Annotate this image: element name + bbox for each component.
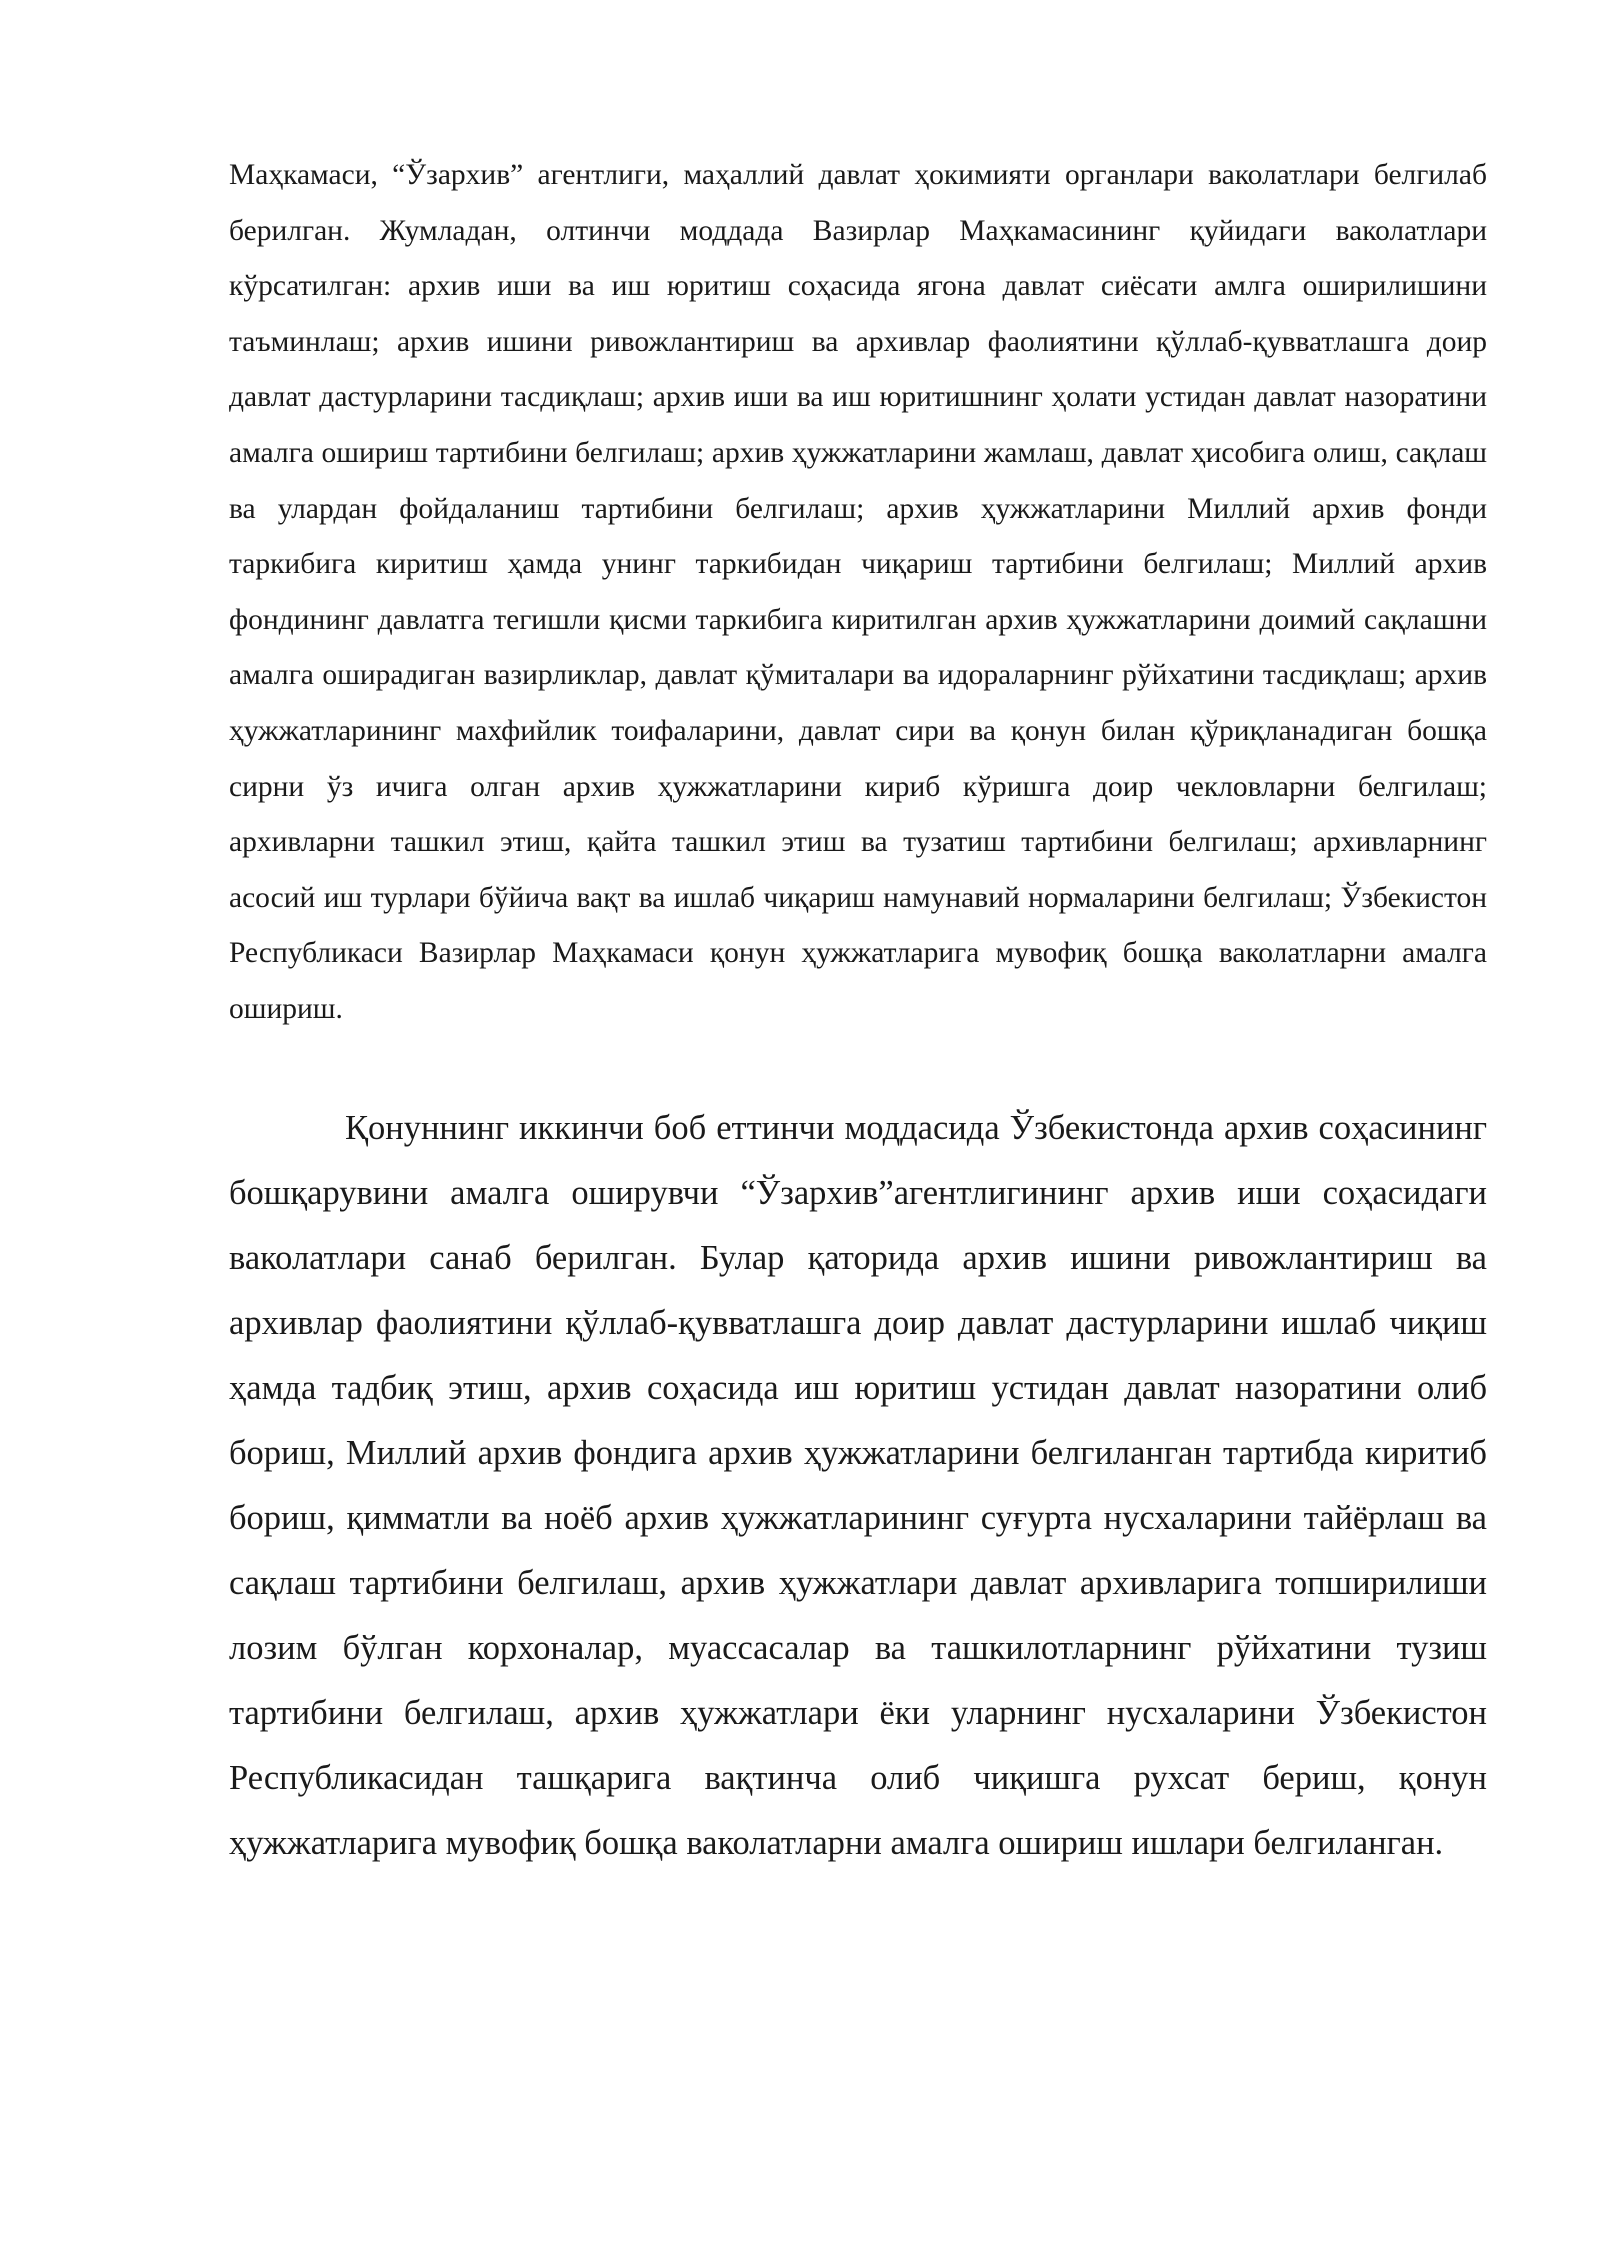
paragraph-agency-powers: Қонуннинг иккинчи боб еттинчи моддасида Ўзбекистонда архив соҳасининг бошқарувини амалга оширувчи “Ўзархив”агентлигининг архив иши соҳасидаги ваколатлари санаб берилган. Булар қаторида архив ишини ривожлантириш ва архивлар фаолиятини қўллаб-қувватлашга доир давлат дастурларини ишлаб чиқиш ҳамда тадбиқ этиш, архив соҳасида иш юритиш устидан давлат назоратини олиб бориш, Миллий архив фондига архив ҳужжатларини белгиланган тартибда киритиб бориш, қимматли ва ноёб архив ҳужжатларининг суғурта нусхаларини тайёрлаш ва сақлаш тартибини белгилаш, архив ҳужжатлари давлат архивларига топширилиши лозим бўлган корхоналар, муассасалар ва ташкилотларнинг рўйхатини тузиш тартибини белгилаш, архив ҳужжатлари ёки уларнинг нусхаларини Ўзбекистон Республикасидан ташқарига вақтинча олиб чиқишга рухсат бериш, қонун ҳужжатларига мувофиқ бошқа ваколатларни амалга ошириш ишлари белгиланган. xyxy=(229,1109,1487,1862)
paragraph-cabinet-powers: Маҳкамаси, “Ўзархив” агентлиги, маҳаллий давлат ҳокимияти органлари ваколатлари белгилаб берилган. Жумладан, олтинчи моддада Вазирлар Маҳкамасининг қуйидаги ваколатлари кўрсатилган: архив иши ва иш юритиш соҳасида ягона давлат сиёсати амлга оширилишини таъминлаш; архив ишини ривожлантириш ва архивлар фаолиятини қўллаб-қувватлашга доир давлат дастурларини тасдиқлаш; архив иши ва иш юритишнинг ҳолати устидан давлат назоратини амалга ошириш тартибини белгилаш; архив ҳужжатларини жамлаш, давлат ҳисобига олиш, сақлаш ва улардан фойдаланиш тартибини белгилаш; архив ҳужжатларини Миллий архив фонди таркибига киритиш ҳамда унинг таркибидан чиқариш тартибини белгилаш; Миллий архив фондининг давлатга тегишли қисми таркибига киритилган архив ҳужжатларини доимий сақлашни амалга оширадиган вазирликлар, давлат қўмиталари ва идораларнинг рўйхатини тасдиқлаш; архив ҳужжатларининг махфийлик тоифаларини, давлат сири ва қонун билан қўриқланадиган бошқа сирни ўз ичига олган архив ҳужжатларини кириб кўришга доир чекловларни белгилаш; архивларни ташкил этиш, қайта ташкил этиш ва тузатиш тартибини белгилаш; архивларнинг асосий иш турлари бўйича вақт ва ишлаб чиқариш намунавий нормаларини белгилаш; Ўзбекистон Республикаси Вазирлар Маҳкамаси қонун ҳужжатларига мувофиқ бошқа ваколатларни амалга ошириш. xyxy=(229,159,1487,1025)
